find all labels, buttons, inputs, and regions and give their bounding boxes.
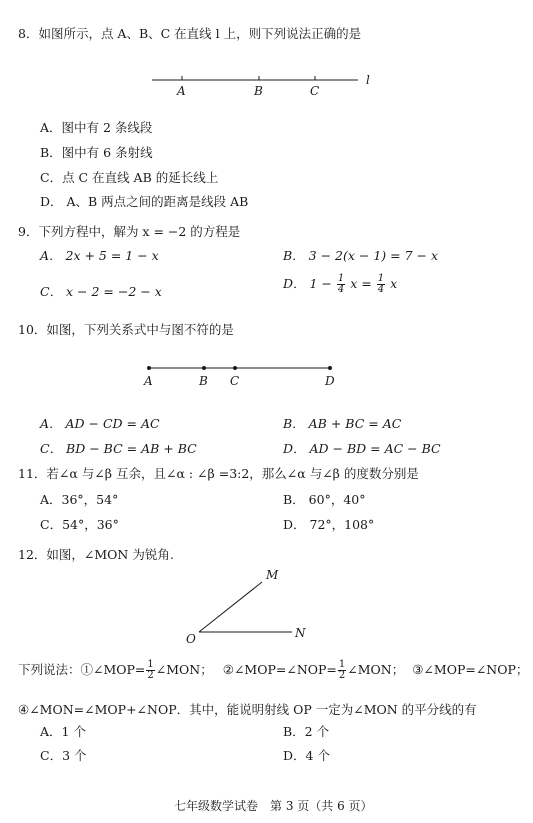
label-A: A <box>144 374 153 388</box>
q8-option-a: A．图中有 2 条线段 <box>40 120 153 135</box>
q11-stem: 11．若∠α 与∠β 互余，且∠α : ∠β =3:2，那么∠α 与∠β 的度数分别是 <box>18 466 419 481</box>
q9-option-c: C． x − 2 = −2 − x <box>40 284 162 299</box>
q10-option-b: B． AB + BC = AC <box>283 416 402 431</box>
q9-option-b: B． 3 − 2(x − 1) = 7 − x <box>283 248 439 263</box>
q11-option-c: C．54°，36° <box>40 517 119 532</box>
q8-option-d: D． A、B 两点之间的距离是线段 AB <box>40 194 249 209</box>
q11-option-d: D． 72°，108° <box>283 517 375 532</box>
label-D: D <box>325 374 335 388</box>
point-D <box>328 366 332 370</box>
q9-option-d: D． 1 − $\frac{1}{4}$ x = $\frac{1}{4}$ x <box>283 273 398 295</box>
q12-stem: 12．如图，∠MON 为锐角. <box>18 547 174 562</box>
label-M: M <box>266 568 279 582</box>
q8-option-c: C．点 C 在直线 AB 的延长线上 <box>40 170 219 185</box>
q10-option-c: C． BD − BC = AB + BC <box>40 441 197 456</box>
label-B: B <box>199 374 208 388</box>
ray-OM <box>199 582 262 632</box>
label-l: l <box>366 73 370 87</box>
q10-figure <box>140 360 350 394</box>
q12-option-b: B．2 个 <box>283 724 330 739</box>
q11-option-a: A．36°，54° <box>40 492 119 507</box>
q8-option-b: B．图中有 6 条射线 <box>40 145 153 160</box>
point-B <box>202 366 206 370</box>
label-N: N <box>295 626 306 640</box>
label-C: C <box>230 374 240 388</box>
q12-option-a: A．1 个 <box>40 724 86 739</box>
q10-stem: 10．如图，下列关系式中与图不符的是 <box>18 322 234 337</box>
label-A: A <box>177 84 186 98</box>
q10-option-d: D． AD − BD = AC − BC <box>283 441 441 456</box>
q11-option-b: B． 60°，40° <box>283 492 366 507</box>
label-O: O <box>186 632 196 646</box>
q9-stem: 9．下列方程中，解为 x = −2 的方程是 <box>18 224 241 239</box>
point-C <box>233 366 237 370</box>
q10-option-a: A． AD − CD = AC <box>40 416 160 431</box>
q8-figure <box>140 66 380 100</box>
q12-line2: ④∠MON=∠MOP+∠NOP．其中，能说明射线 OP 一定为∠MON 的平分线的有 <box>18 702 477 717</box>
page-footer: 七年级数学试卷 第 3 页（共 6 页） <box>174 799 373 813</box>
q12-statements: 下列说法：①∠MOP= $\frac{1}{2}$ ∠MON； ②∠MOP=∠NOP= $\frac{1}{2}$ ∠MON； ③∠MOP=∠NOP； <box>18 659 529 681</box>
q12-option-c: C．3 个 <box>40 748 87 763</box>
q12-figure <box>180 566 320 646</box>
q8-stem: 8．如图所示，点 A、B、C 在直线 l 上，则下列说法正确的是 <box>18 26 362 41</box>
q9-option-a: A． 2x + 5 = 1 − x <box>40 248 159 263</box>
point-A <box>147 366 151 370</box>
label-C: C <box>310 84 320 98</box>
label-B: B <box>254 84 263 98</box>
q12-option-d: D．4 个 <box>283 748 330 763</box>
